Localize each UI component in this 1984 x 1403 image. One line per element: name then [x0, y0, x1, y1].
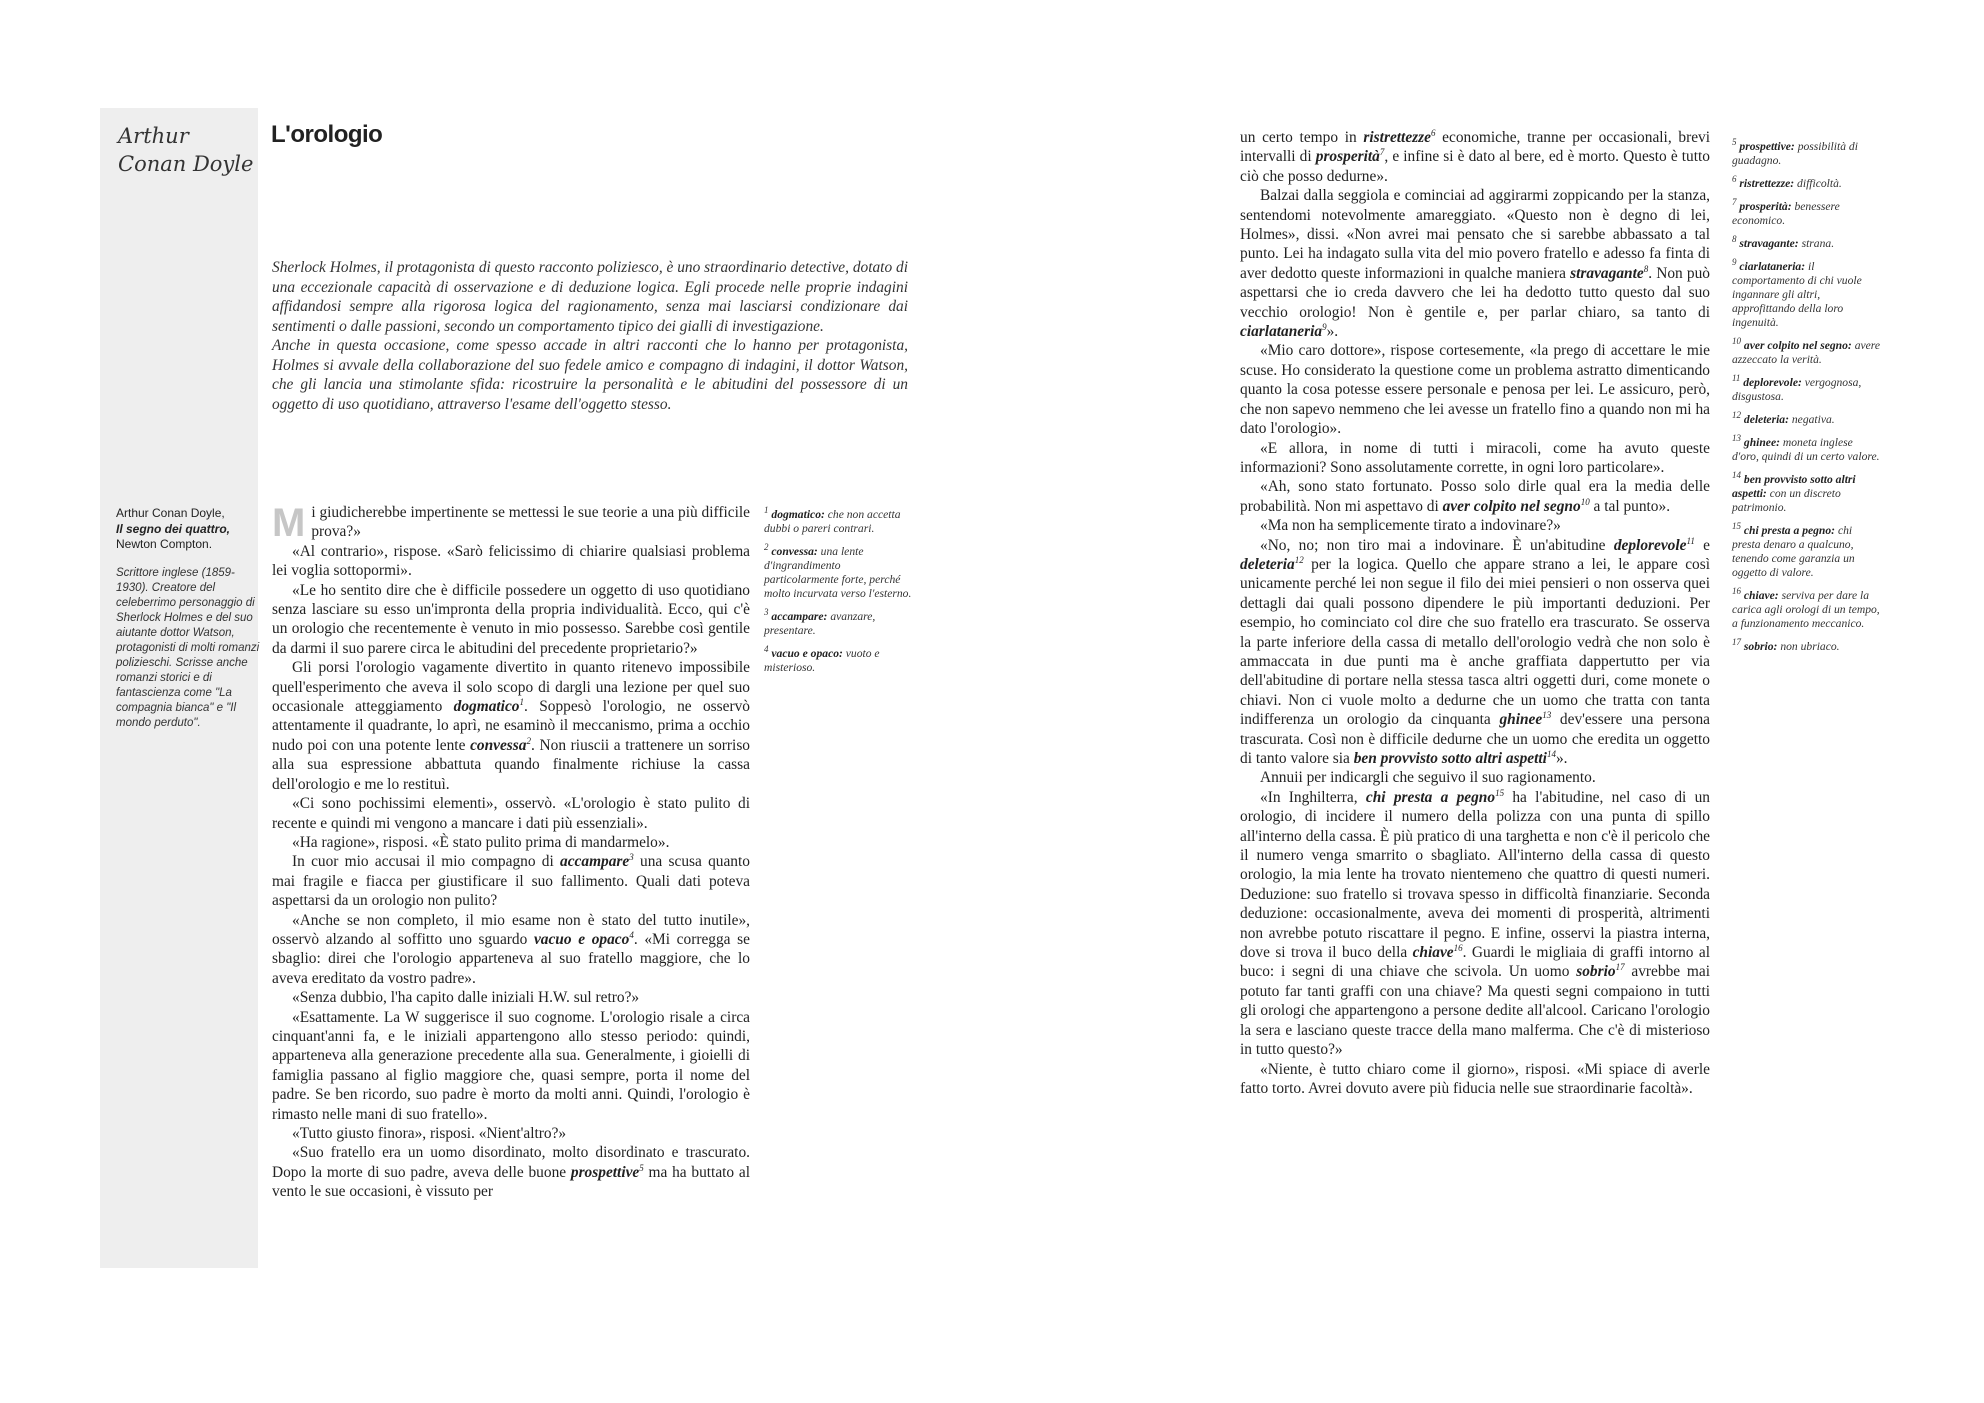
- text-run: ha l'abitudine, nel caso di un orologio, di incidere il numero della polizza con una punta di spillo all'interno della cassa. È più pratico di una targhetta e non c'è il pericolo che il numero venga smarrito o sbagliato. All'interno della cassa di questo orologio, la mia lente ha trovato nientemeno che quattro di questi numeri. Deduzione: suo fratello si trovava spesso in difficoltà finanziarie. Seconda deduzione: occasionalmente, aveva dei momenti di prosperità, altrimenti non avrebbe potuto riscattare il pegno. E infine, osservi la piastra interna, dove si trova il buco della: [1240, 788, 1711, 962]
- footnote-term: accampare:: [768, 610, 828, 623]
- footnote-definition: chi presta denaro a qualcuno, tenendo come garanzia un oggetto di valore.: [1732, 524, 1855, 579]
- right-page: [992, 0, 1984, 1403]
- intro-paragraph: Anche in questa occasione, come spesso accade in altri racconti che lo hanno per protagonista, Holmes si avvale della collaborazione del suo fedele amico e compagno di indagini, il dottor Watson, che gli lancia una stimolante sfida: ricostruire la personalità e le abitudini del possessore di un oggetto di uso quotidiano, attraverso l'esame dell'oggetto stesso.: [272, 337, 908, 413]
- footnote-definition: strana.: [1801, 237, 1835, 250]
- footnote-number: 7: [1732, 197, 1737, 208]
- glossary-term: prosperità: [1315, 148, 1380, 166]
- footnote-ref: 15: [1495, 787, 1505, 798]
- footnote-ref: 13: [1542, 710, 1552, 721]
- footnote: [1732, 470, 1882, 515]
- text-run: per la logica. Quello che appare strano a lei, le appare così unicamente perché lei non segue il filo dei miei pensieri o non osserva quei dettagli dai quali possono dipendere le più importanti deduzioni. Per esempio, ho cominciato col dire che suo fratello era trascurato. Se osserva la parte inferiore della cassa di metallo dell'orologio vedrà che non solo è ammaccata in due punti ma è anche graffiata dappertutto per via dell'abitudine di portare nella stessa tasca altri oggetti duri, come monete o chiavi. Non ci vuole molto a dedurne che un uomo che tratta con tanta indifferenza un orologio da cinquanta: [1240, 555, 1710, 729]
- story-paragraph: [272, 1008, 750, 1124]
- footnote-term: prospettive:: [1736, 140, 1795, 153]
- source-publisher: Newton Compton.: [116, 537, 213, 551]
- footnote-number: 15: [1732, 521, 1741, 532]
- footnote-definition: che non accetta dubbi o pareri contrari.: [764, 508, 901, 535]
- footnote-number: 14: [1732, 470, 1741, 481]
- text-run: e: [1694, 536, 1710, 554]
- glossary-term: accampare: [560, 853, 630, 871]
- footnote-term: ristrettezze:: [1736, 177, 1795, 190]
- text-run: . Soppesò l'orologio, ne osservò attentamente il quadrante, lo aprì, ne esaminò il meccanismo, prima a occhio nudo poi con una potente lente: [272, 698, 750, 754]
- footnote-ref: 17: [1615, 962, 1625, 973]
- author-name: [118, 122, 253, 178]
- text-run: «Ah, sono stato fortunato. Posso solo dirle qual era la media delle probabilità. Non mi aspettavo di: [1240, 478, 1710, 515]
- text-run: Annuii per indicargli che seguivo il suo ragionamento.: [1260, 769, 1596, 787]
- footnote-ref: 4: [629, 929, 634, 940]
- text-run: «Al contrario», rispose. «Sarò felicissimo di chiarire qualsiasi problema lei voglia sottopormi».: [272, 542, 750, 580]
- text-run: . «Mi corregga se sbaglio: direi che l'orologio apparteneva al suo fratello maggiore, che lo aveva ereditato da vostro padre».: [272, 930, 750, 987]
- glossary-term: sobrio: [1576, 963, 1616, 981]
- story-paragraph: [1240, 516, 1710, 535]
- story-paragraph: [1240, 341, 1710, 438]
- intro-paragraph: Sherlock Holmes, il protagonista di questo racconto poliziesco, è uno straordinario detective, dotato di una eccezionale capacità di osservazione e di deduzione logica. Egli procede nelle proprie indagini affidandosi sempre alla rigorosa logica del ragionamento, senza mai lasciarsi condizionare dai sentimenti o dalle passioni, secondo un comportamento tipico dei gialli di investigazione.: [272, 259, 908, 335]
- footnote-term: aver colpito nel segno:: [1741, 339, 1852, 352]
- text-run: ».: [1555, 750, 1568, 767]
- footnote: [1732, 521, 1882, 580]
- footnote-ref: 11: [1686, 535, 1695, 546]
- story-paragraph: [272, 658, 750, 794]
- footnote-ref: 2: [526, 735, 531, 746]
- source-author: Arthur Conan Doyle,: [116, 506, 225, 520]
- glossary-term: aver colpito nel segno: [1442, 497, 1581, 515]
- footnote-ref: 8: [1643, 263, 1649, 274]
- story-paragraph: [1240, 128, 1710, 186]
- glossary-notes-right: [1732, 137, 1882, 663]
- text-run: «Niente, è tutto chiaro come il giorno», risposi. «Mi spiace di averle fatto torto. Avrei dovuto avere più fiducia nelle sue straordinarie facoltà».: [1240, 1060, 1710, 1097]
- text-run: «Ha ragione», risposi. «È stato pulito prima di mandarmelo».: [292, 833, 670, 851]
- footnote: [1732, 234, 1882, 251]
- footnote: [764, 505, 914, 536]
- story-paragraph: [1240, 186, 1710, 341]
- footnote-ref: 12: [1294, 554, 1304, 565]
- footnote-number: 5: [1732, 137, 1737, 148]
- footnote-term: prosperità:: [1736, 200, 1792, 213]
- footnote-ref: 7: [1379, 147, 1385, 158]
- footnote-definition: vuoto e misterioso.: [764, 647, 880, 674]
- footnote-term: stravagante:: [1736, 237, 1799, 250]
- text-run: i giudicherebbe impertinente se mettessi le sue teorie a una più difficile prova?»: [311, 504, 750, 541]
- story-paragraph: [272, 1124, 750, 1143]
- glossary-term: prospettive: [570, 1163, 640, 1181]
- footnote-definition: negativa.: [1791, 413, 1835, 426]
- footnote-definition: con un discreto patrimonio.: [1732, 487, 1841, 514]
- footnote-term: dogmatico:: [768, 508, 825, 521]
- footnote: [1732, 257, 1882, 330]
- footnote-ref: 6: [1430, 127, 1436, 138]
- footnote-definition: benessere economico.: [1732, 200, 1840, 227]
- glossary-term: dogmatico: [453, 698, 520, 716]
- text-run: «Tutto giusto finora», risposi. «Nient'altro?»: [292, 1125, 567, 1142]
- text-run: «Le ho sentito dire che è difficile possedere un oggetto di uso quotidiano senza lasciare su esso un'impronta della propria individualità. Ecco, qui c'è un orologio che recentemente è venuto in mio possesso. Sarebbe così gentile da darmi il suo parere circa le abitudini del precedente proprietario?»: [272, 581, 750, 657]
- footnote-definition: possibilità di guadagno.: [1732, 140, 1858, 167]
- footnote-number: 6: [1732, 174, 1737, 185]
- footnote-term: chi presta a pegno:: [1741, 524, 1836, 537]
- footnote: [1732, 174, 1882, 191]
- text-run: Balzai dalla seggiola e cominciai ad aggirarmi zoppicando per la stanza, sentendomi notevolmente amareggiato. «Questo non è degno di lei, Holmes», dissi. «Non avrei mai pensato che si sarebbe abbassato a tal punto. Lei ha indagato sulla vita del mio povero fratello e adesso fa finta di aver dedotto queste informazioni in qualche maniera: [1240, 187, 1710, 282]
- story-paragraph: [1240, 439, 1710, 478]
- text-run: «Ma non ha semplicemente tirato a indovinare?»: [1260, 517, 1561, 535]
- text-run: «Suo fratello era un uomo disordinato, molto disordinato e trascurato. Dopo la morte di suo padre, aveva delle buone: [272, 1144, 750, 1181]
- glossary-term: chiave: [1412, 944, 1454, 962]
- footnote: [764, 607, 914, 638]
- text-run: «No, no; non tiro mai a indovinare. È un'abitudine: [1260, 536, 1614, 554]
- footnote-number: 8: [1732, 234, 1737, 245]
- text-run: . Non può aspettarsi che io creda davvero che lei ha dedotto tutto questo dal suo vecchio orologio! Non è gentile e, per parlar chiaro, sa tanto di: [1240, 264, 1710, 321]
- footnote-ref: 14: [1546, 748, 1556, 759]
- text-run: In cuor mio accusai il mio compagno di: [292, 853, 561, 871]
- footnote-number: 16: [1732, 586, 1741, 597]
- footnote-definition: non ubriaco.: [1780, 640, 1840, 653]
- glossary-term: stravagante: [1570, 264, 1644, 282]
- glossary-term: convessa: [470, 736, 527, 754]
- story-paragraph: [272, 1143, 750, 1201]
- text-run: , e infine si è dato al bere, ed è morto. Questo è tutto ciò che posso dedurne».: [1240, 148, 1710, 185]
- introduction: [272, 258, 908, 414]
- footnote: [1732, 197, 1882, 228]
- footnote-definition: una lente d'ingrandimento particolarmente forte, perché molto incurvata verso l'esterno.: [764, 545, 912, 600]
- source-book-title: Il segno dei quattro,: [116, 521, 231, 536]
- story-paragraph: [272, 542, 750, 581]
- footnote-ref: 9: [1322, 321, 1327, 332]
- footnote: [1732, 586, 1882, 631]
- glossary-term: ristrettezze: [1363, 129, 1431, 146]
- glossary-term: vacuo e opaco: [533, 930, 630, 948]
- glossary-term: ciarlataneria: [1240, 323, 1323, 341]
- footnote-number: 17: [1732, 637, 1741, 648]
- text-run: un certo tempo in: [1240, 129, 1364, 146]
- footnote: [1732, 336, 1882, 367]
- glossary-term: deplorevole: [1613, 536, 1687, 554]
- footnote-number: 4: [764, 644, 769, 655]
- story-paragraph: [272, 501, 750, 545]
- glossary-notes-left: [764, 505, 914, 684]
- footnote-number: 12: [1732, 410, 1741, 421]
- text-run: «Anche se non completo, il mio esame non è stato del tutto inutile», osservò alzando al soffitto uno sguardo: [272, 911, 750, 948]
- footnote: [1732, 410, 1882, 427]
- story-paragraph: [272, 852, 750, 910]
- footnote-number: 2: [764, 542, 769, 553]
- text-run: . Guardi le migliaia di graffi intorno al buco: i segni di una chiave che scivola. Un uomo: [1240, 944, 1710, 981]
- footnote-definition: avanzare, presentare.: [764, 610, 876, 637]
- text-run: ».: [1326, 323, 1339, 341]
- story-paragraph: [1240, 1060, 1710, 1099]
- footnote-definition: vergognosa, disgustosa.: [1732, 376, 1862, 403]
- text-run: ma ha buttato al vento le sue occasioni, è vissuto per: [272, 1163, 751, 1201]
- footnote-definition: serviva per dare la carica agli orologi di un tempo, a funzionamento meccanico.: [1732, 589, 1880, 630]
- footnote: [1732, 137, 1882, 168]
- footnote: [764, 644, 914, 675]
- footnote-definition: il comportamento di chi vuole ingannare gli altri, approfittando della loro ingenuità.: [1732, 260, 1862, 329]
- footnote-ref: 1: [519, 696, 524, 707]
- glossary-term: chi presta a pegno: [1365, 788, 1496, 806]
- story-paragraph: [1240, 536, 1710, 769]
- footnote-ref: 10: [1580, 496, 1590, 507]
- text-run: «Esattamente. La W suggerisce il suo cognome. L'orologio risale a circa cinquant'anni fa, e le iniziali appartengono allo stesso periodo: quindi, apparteneva alla generazione precedente alla sua. Generalmente, i gioielli di famiglia passano al figlio maggiore che, quasi sempre, porta il nome del padre. Se ben ricordo, suo padre è morto da molti anni. Quindi, l'orologio è rimasto nelle mani di suo fratello».: [272, 1008, 750, 1123]
- text-run: Gli porsi l'orologio vagamente divertito in quanto ritenevo impossibile quell'esperimento che aveva il solo scopo di dargli una lezione per quel suo occasionale atteggiamento: [272, 659, 750, 716]
- footnote-term: vacuo e opaco:: [768, 647, 843, 660]
- story-paragraph: [1240, 477, 1710, 516]
- author-biography: Scrittore inglese (1859-1930). Creatore del celeberrimo personaggio di Sherlock Holmes e del suo aiutante dottor Watson, protagonisti di molti romanzi polizieschi. Scrisse anche romanzi storici e di fantascienza come "La compagnia bianca" e "Il mondo perduto".: [116, 567, 260, 729]
- footnote: [1732, 433, 1882, 464]
- story-paragraph: [1240, 768, 1710, 787]
- footnote-term: sobrio:: [1741, 640, 1778, 653]
- story-text-right: [1240, 128, 1710, 1098]
- story-text-left: [272, 503, 750, 1202]
- footnote-definition: moneta inglese d'oro, quindi di un certo valore.: [1732, 436, 1880, 463]
- footnote-term: ghinee:: [1741, 436, 1780, 449]
- story-body: [1240, 128, 1710, 1098]
- text-run: . Non riuscii a trattenere un sorriso alla sua espressione abbattuta quando finalmente richiuse la cassa dell'orologio e me lo restituì.: [272, 736, 750, 793]
- footnote-term: ben provvisto sotto altri aspetti:: [1732, 473, 1856, 500]
- story-paragraph: [1240, 788, 1710, 1060]
- footnote-definition: difficoltà.: [1797, 177, 1842, 190]
- text-run: «Senza dubbio, l'ha capito dalle iniziali H.W. sul retro?»: [292, 989, 640, 1007]
- drop-cap: M: [272, 501, 306, 545]
- glossary-term: ghinee: [1499, 711, 1543, 729]
- text-run: «Mio caro dottore», rispose cortesemente, «la prego di accettare le mie scuse. Ho considerato la questione come un problema astratto dimenticando quanto la cosa potesse essere personale e penosa per lei. Le assicuro, però, che non sapevo nemmeno che lei avesse un fratello fino a quando non mi ha dato l'orologio».: [1240, 342, 1710, 438]
- footnote-definition: avere azzeccato la verità.: [1732, 339, 1881, 366]
- story-paragraph: [272, 794, 750, 833]
- text-run: «Ci sono pochissimi elementi», osservò. «L'orologio è stato pulito di recente e quindi mi vengono a mancare i dati più essenziali».: [272, 795, 750, 832]
- footnote-number: 13: [1732, 433, 1741, 444]
- story-paragraph: [272, 988, 750, 1007]
- story-paragraph: [272, 833, 750, 852]
- glossary-term: deleteria: [1240, 555, 1295, 573]
- source-citation: [116, 506, 264, 553]
- footnote-number: 1: [764, 505, 769, 516]
- text-run: a tal punto».: [1589, 497, 1671, 515]
- footnote-number: 9: [1732, 257, 1737, 268]
- footnote-term: deplorevole:: [1740, 376, 1802, 389]
- footnote-ref: 3: [629, 852, 634, 863]
- text-run: dev'essere una persona trascurata. Così non è difficile dedurne che un uomo che eredita un oggetto di tanto valore sia: [1240, 711, 1710, 767]
- footnote-term: convessa:: [768, 545, 818, 558]
- story-paragraph: [272, 911, 750, 989]
- footnote-term: chiave:: [1741, 589, 1779, 602]
- footnote: [1732, 637, 1882, 654]
- footnote: [764, 542, 914, 601]
- footnote-number: 10: [1732, 336, 1741, 347]
- author-first-name: Arthur: [118, 124, 189, 148]
- footnote-number: 3: [764, 607, 769, 618]
- footnote-term: ciarlataneria:: [1736, 260, 1806, 273]
- footnote-ref: 16: [1453, 942, 1463, 953]
- footnote-ref: 5: [639, 1162, 644, 1173]
- story-paragraph: [272, 581, 750, 659]
- footnote-number: 11: [1732, 373, 1741, 384]
- text-run: «In Inghilterra,: [1260, 788, 1366, 806]
- text-run: una scusa quanto mai fragile e fiacca per giustificare il suo fallimento. Quali dati poteva aspettarsi da un orologio non pulito?: [272, 853, 750, 910]
- footnote: [1732, 373, 1882, 404]
- text-run: economiche, tranne per occasionali, brevi intervalli di: [1240, 129, 1710, 166]
- text-run: «E allora, in nome di tutti i miracoli, come ha avuto queste informazioni? Sono assolutamente corrette, in ogni loro particolare».: [1240, 439, 1710, 476]
- glossary-term: ben provvisto sotto altri aspetti: [1353, 750, 1547, 767]
- footnote-term: deleteria:: [1741, 413, 1789, 426]
- text-run: avrebbe mai potuto far tanti graffi con una chiave? Ma questi segni compaiono in tutti gli orologi che appartengono a persone dedite all'alcool. Caricano l'orologio la sera e lasciano queste tracce della mano malferma. Che c'è di misterioso in tutto questo?»: [1240, 963, 1710, 1059]
- story-title: L'orologio: [271, 121, 383, 148]
- story-body: [272, 503, 750, 1202]
- author-last-name: Conan Doyle: [118, 152, 254, 176]
